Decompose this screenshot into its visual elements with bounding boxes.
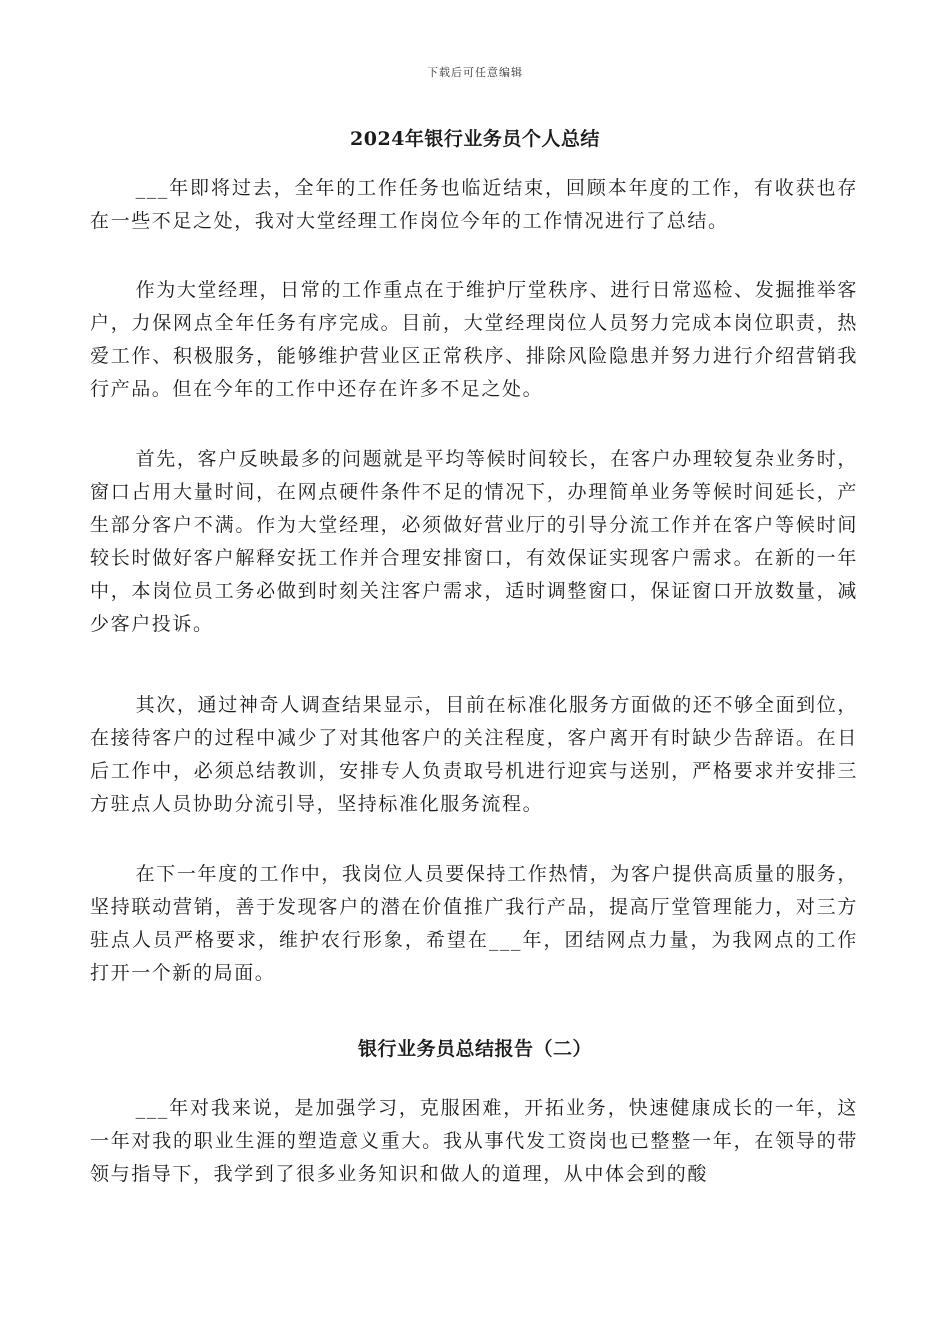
paragraph: 在下一年度的工作中，我岗位人员要保持工作热情，为客户提供高质量的服务，坚持联动营销，善于发现客户的潜在价值推广我行产品，提高厅堂管理能力，对三方驻点人员严格要求，维护农行形象，希望在___年，团结网点力量，为我网点的工作打开一个新的局面。 xyxy=(90,863,858,984)
paragraph: 作为大堂经理，日常的工作重点在于维护厅堂秩序、进行日常巡检、发掘推举客户，力保网点全年任务有序完成。目前，大堂经理岗位人员努力完成本岗位职责，热爱工作、积极服务，能够维护营业区正常秩序、排除风险隐患并努力进行介绍营销我行产品。但在今年的工作中还存在许多不足之处。 xyxy=(90,279,858,400)
document-title: 2024年银行业务员个人总结 xyxy=(350,128,600,150)
paragraph: ___年即将过去，全年的工作任务也临近结束，回顾本年度的工作，有收获也存在一些不足之处，我对大堂经理工作岗位今年的工作情况进行了总结。 xyxy=(90,177,858,232)
section-title: 银行业务员总结报告（二） xyxy=(357,1038,592,1060)
header-note: 下载后可任意编辑 xyxy=(427,66,523,79)
paragraph: ___年对我来说，是加强学习，克服困难，开拓业务，快速健康成长的一年，这一年对我的职业生涯的塑造意义重大。我从事代发工资岗也已整整一年，在领导的带领与指导下，我学到了很多业务知识和做人的道理，从中体会到的酸 xyxy=(90,1097,858,1185)
paragraph: 其次，通过神奇人调查结果显示，目前在标准化服务方面做的还不够全面到位，在接待客户的过程中减少了对其他客户的关注程度，客户离开有时缺少告辞语。在日后工作中，必须总结教训，安排专人负责取号机进行迎宾与送别，严格要求并安排三方驻点人员协助分流引导，坚持标准化服务流程。 xyxy=(90,694,858,815)
paragraph: 首先，客户反映最多的问题就是平均等候时间较长，在客户办理较复杂业务时，窗口占用大量时间，在网点硬件条件不足的情况下，办理简单业务等候时间延长，产生部分客户不满。作为大堂经理，必须做好营业厅的引导分流工作并在客户等候时间较长时做好客户解释安抚工作并合理安排窗口，有效保证实现客户需求。在新的一年中，本岗位员工务必做到时刻关注客户需求，适时调整窗口，保证窗口开放数量，减少客户投诉。 xyxy=(90,448,858,635)
